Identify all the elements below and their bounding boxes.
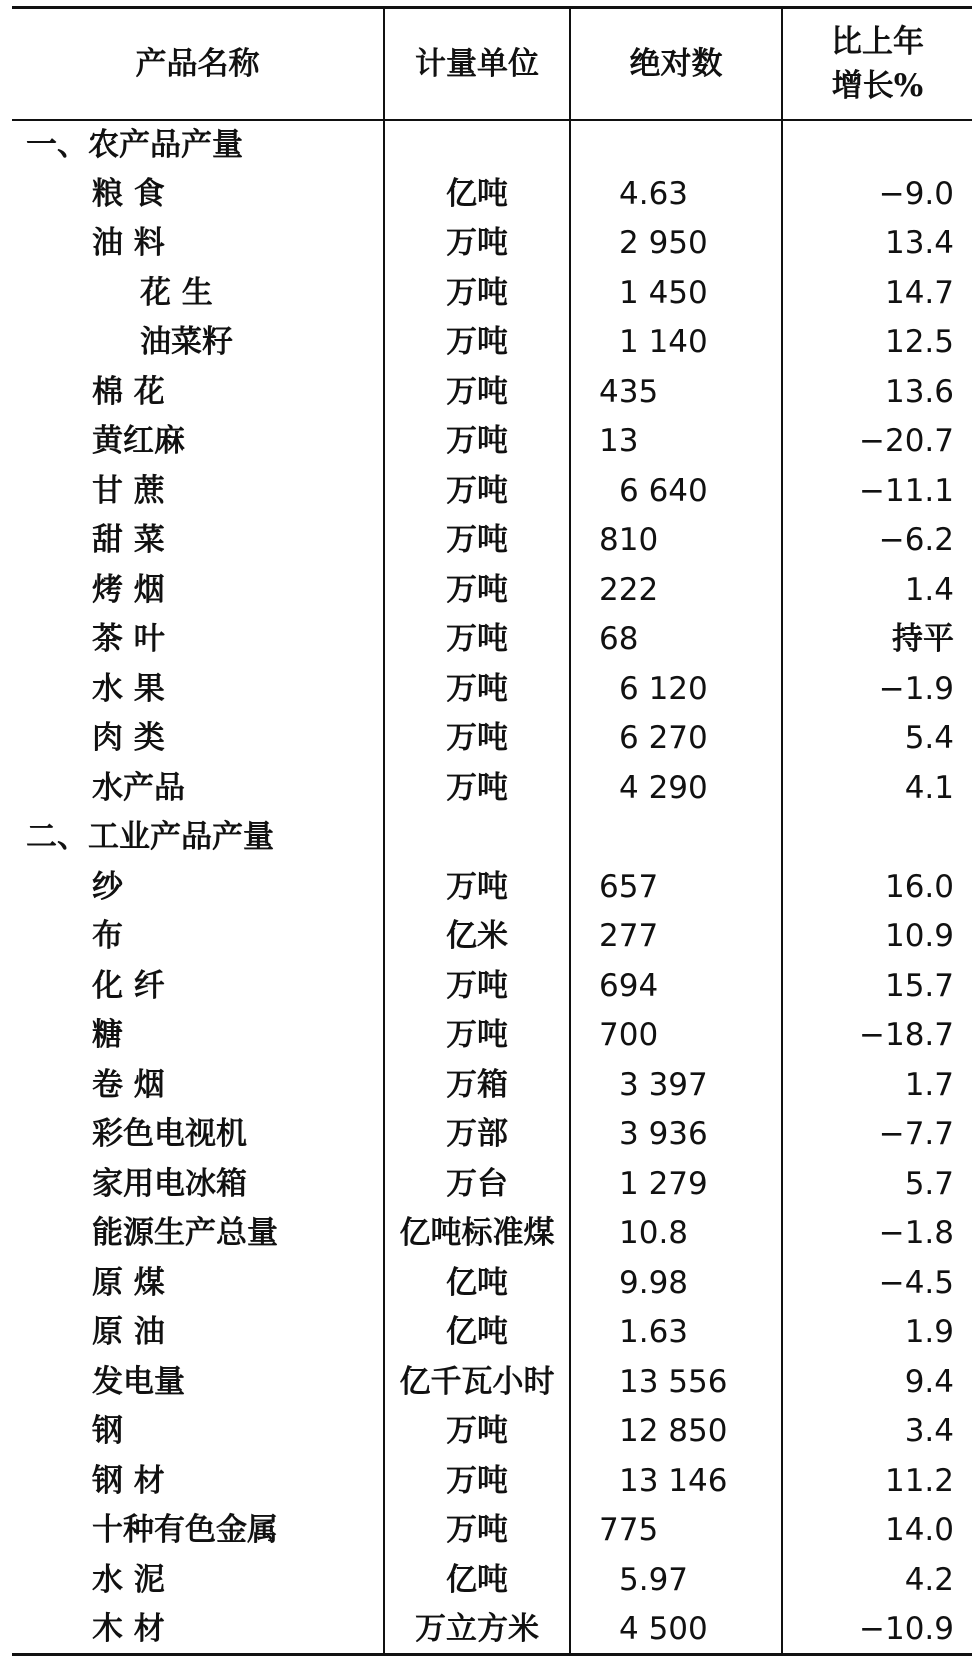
product-name-cell: 布 (92, 918, 123, 955)
header-change-line1: 比上年 (831, 23, 924, 60)
table-row (12, 1209, 972, 1259)
value-cell: 1 279 (570, 1159, 782, 1209)
table-row (12, 367, 972, 417)
unit-cell: 万吨 (384, 516, 570, 566)
change-cell: 11.2 (782, 1456, 972, 1506)
unit-cell: 万吨 (384, 1506, 570, 1556)
table-row (12, 417, 972, 467)
unit-cell: 万吨 (384, 714, 570, 764)
header-change-line2: 增长% (831, 67, 924, 104)
change-cell: −11.1 (782, 466, 972, 516)
value-cell: 1 140 (570, 318, 782, 368)
change-cell: 13.6 (782, 367, 972, 417)
change-cell: 5.4 (782, 714, 972, 764)
change-cell (782, 813, 972, 863)
unit-cell: 万吨 (384, 1407, 570, 1457)
table-header-row (12, 8, 972, 120)
unit-cell: 万吨 (384, 268, 570, 318)
change-cell: −1.9 (782, 664, 972, 714)
unit-cell: 万吨 (384, 615, 570, 665)
unit-cell: 万台 (384, 1159, 570, 1209)
product-name-cell: 糖 (92, 1017, 123, 1054)
change-cell: 14.7 (782, 268, 972, 318)
unit-cell: 万箱 (384, 1060, 570, 1110)
product-name-cell: 油 料 (92, 225, 165, 262)
value-cell: 4 500 (570, 1605, 782, 1655)
change-cell: −10.9 (782, 1605, 972, 1655)
table-row (12, 961, 972, 1011)
table-row (12, 1506, 972, 1556)
product-name-cell: 卷 烟 (92, 1066, 165, 1103)
product-name-cell: 棉 花 (92, 373, 165, 410)
product-name-cell: 化 纤 (92, 967, 165, 1004)
value-cell: 13 146 (570, 1456, 782, 1506)
table-row (12, 714, 972, 764)
change-cell: 1.4 (782, 565, 972, 615)
table-section-row (12, 120, 972, 170)
product-name-cell: 水 泥 (92, 1561, 165, 1598)
unit-cell: 万吨 (384, 318, 570, 368)
table-row (12, 268, 972, 318)
table-row (12, 1159, 972, 1209)
table-row (12, 615, 972, 665)
header-unit: 计量单位 (384, 8, 570, 120)
unit-cell: 亿千瓦小时 (384, 1357, 570, 1407)
value-cell: 810 (570, 516, 782, 566)
value-cell: 700 (570, 1011, 782, 1061)
value-cell: 10.8 (570, 1209, 782, 1259)
table-row (12, 219, 972, 269)
product-name-cell: 粮 食 (92, 175, 165, 212)
unit-cell: 亿吨 (384, 1308, 570, 1358)
table-section-row (12, 813, 972, 863)
value-cell: 775 (570, 1506, 782, 1556)
value-cell: 6 270 (570, 714, 782, 764)
value-cell: 1.63 (570, 1308, 782, 1358)
unit-cell: 万部 (384, 1110, 570, 1160)
value-cell: 657 (570, 862, 782, 912)
value-cell: 435 (570, 367, 782, 417)
product-name-cell: 烤 烟 (92, 571, 165, 608)
change-cell: 1.7 (782, 1060, 972, 1110)
value-cell: 12 850 (570, 1407, 782, 1457)
unit-cell: 万吨 (384, 565, 570, 615)
value-cell: 1 450 (570, 268, 782, 318)
value-cell: 6 640 (570, 466, 782, 516)
value-cell: 6 120 (570, 664, 782, 714)
table-row (12, 862, 972, 912)
table-row (12, 1110, 972, 1160)
unit-cell: 万吨 (384, 367, 570, 417)
document-page (12, 6, 972, 1656)
table-row (12, 1258, 972, 1308)
change-cell: 14.0 (782, 1506, 972, 1556)
unit-cell: 万吨 (384, 219, 570, 269)
change-cell: −9.0 (782, 169, 972, 219)
product-name-cell: 黄红麻 (92, 423, 185, 460)
change-cell: 持平 (782, 615, 972, 665)
unit-cell: 万吨 (384, 961, 570, 1011)
table-row (12, 1060, 972, 1110)
unit-cell: 万立方米 (384, 1605, 570, 1655)
change-cell (782, 120, 972, 170)
product-name-cell: 二、工业产品产量 (26, 819, 274, 856)
table-row (12, 664, 972, 714)
unit-cell (384, 120, 570, 170)
value-cell: 13 (570, 417, 782, 467)
product-output-table (12, 6, 972, 1656)
table-row (12, 1605, 972, 1655)
product-name-cell: 木 材 (12, 1605, 384, 1655)
unit-cell (384, 813, 570, 863)
change-cell: −7.7 (782, 1110, 972, 1160)
product-name-cell: 茶 叶 (92, 621, 165, 658)
table-row (12, 763, 972, 813)
change-cell: 16.0 (782, 862, 972, 912)
table-row (12, 912, 972, 962)
table-row (12, 1357, 972, 1407)
product-name-cell: 纱 (92, 868, 123, 905)
product-name-cell: 花 生 (140, 274, 213, 311)
unit-cell: 万吨 (384, 417, 570, 467)
product-name-cell: 彩色电视机 (92, 1116, 247, 1153)
product-name-cell: 钢 材 (92, 1462, 165, 1499)
unit-cell: 亿吨 (384, 1258, 570, 1308)
value-cell: 277 (570, 912, 782, 962)
value-cell: 5.97 (570, 1555, 782, 1605)
product-name-cell: 甘 蔗 (92, 472, 165, 509)
product-name-cell: 家用电冰箱 (92, 1165, 247, 1202)
change-cell: −6.2 (782, 516, 972, 566)
change-cell: 10.9 (782, 912, 972, 962)
product-name-cell: 甜 菜 (92, 522, 165, 559)
product-name-cell: 原 油 (92, 1314, 165, 1351)
unit-cell: 亿吨 (384, 169, 570, 219)
table-row (12, 1555, 972, 1605)
value-cell: 4 290 (570, 763, 782, 813)
value-cell: 68 (570, 615, 782, 665)
unit-cell: 万吨 (384, 1456, 570, 1506)
product-name-cell: 十种有色金属 (92, 1512, 278, 1549)
table-row (12, 565, 972, 615)
unit-cell: 万吨 (384, 1011, 570, 1061)
product-name-cell: 能源生产总量 (92, 1215, 278, 1252)
unit-cell: 万吨 (384, 664, 570, 714)
change-cell: 1.9 (782, 1308, 972, 1358)
value-cell: 13 556 (570, 1357, 782, 1407)
value-cell: 694 (570, 961, 782, 1011)
product-name-cell: 原 煤 (92, 1264, 165, 1301)
value-cell (570, 813, 782, 863)
table-row (12, 1011, 972, 1061)
product-name-cell: 水 果 (92, 670, 165, 707)
unit-cell: 亿米 (384, 912, 570, 962)
unit-cell: 万吨 (384, 466, 570, 516)
header-product-name: 产品名称 (12, 8, 384, 120)
product-name-cell: 肉 类 (92, 720, 165, 757)
value-cell: 3 397 (570, 1060, 782, 1110)
table-row (12, 318, 972, 368)
product-name-cell: 钢 (92, 1413, 123, 1450)
change-cell: −18.7 (782, 1011, 972, 1061)
change-cell: 4.2 (782, 1555, 972, 1605)
change-cell: −1.8 (782, 1209, 972, 1259)
header-change (782, 8, 972, 120)
table-row (12, 1407, 972, 1457)
value-cell (570, 120, 782, 170)
value-cell: 3 936 (570, 1110, 782, 1160)
value-cell: 222 (570, 565, 782, 615)
table-row (12, 466, 972, 516)
product-name-cell: 水产品 (92, 769, 185, 806)
header-value: 绝对数 (570, 8, 782, 120)
change-cell: −4.5 (782, 1258, 972, 1308)
unit-cell: 万吨 (384, 763, 570, 813)
unit-cell: 亿吨 (384, 1555, 570, 1605)
change-cell: 4.1 (782, 763, 972, 813)
value-cell: 4.63 (570, 169, 782, 219)
table-row (12, 516, 972, 566)
change-cell: 15.7 (782, 961, 972, 1011)
unit-cell: 万吨 (384, 862, 570, 912)
table-row (12, 169, 972, 219)
change-cell: 12.5 (782, 318, 972, 368)
product-name-cell: 油菜籽 (140, 324, 233, 361)
table-row (12, 1456, 972, 1506)
table-row (12, 1308, 972, 1358)
unit-cell: 亿吨标准煤 (384, 1209, 570, 1259)
change-cell: 5.7 (782, 1159, 972, 1209)
change-cell: 13.4 (782, 219, 972, 269)
product-name-cell: 一、农产品产量 (26, 126, 243, 163)
change-cell: −20.7 (782, 417, 972, 467)
product-name-cell: 发电量 (92, 1363, 185, 1400)
value-cell: 9.98 (570, 1258, 782, 1308)
change-cell: 9.4 (782, 1357, 972, 1407)
value-cell: 2 950 (570, 219, 782, 269)
change-cell: 3.4 (782, 1407, 972, 1457)
